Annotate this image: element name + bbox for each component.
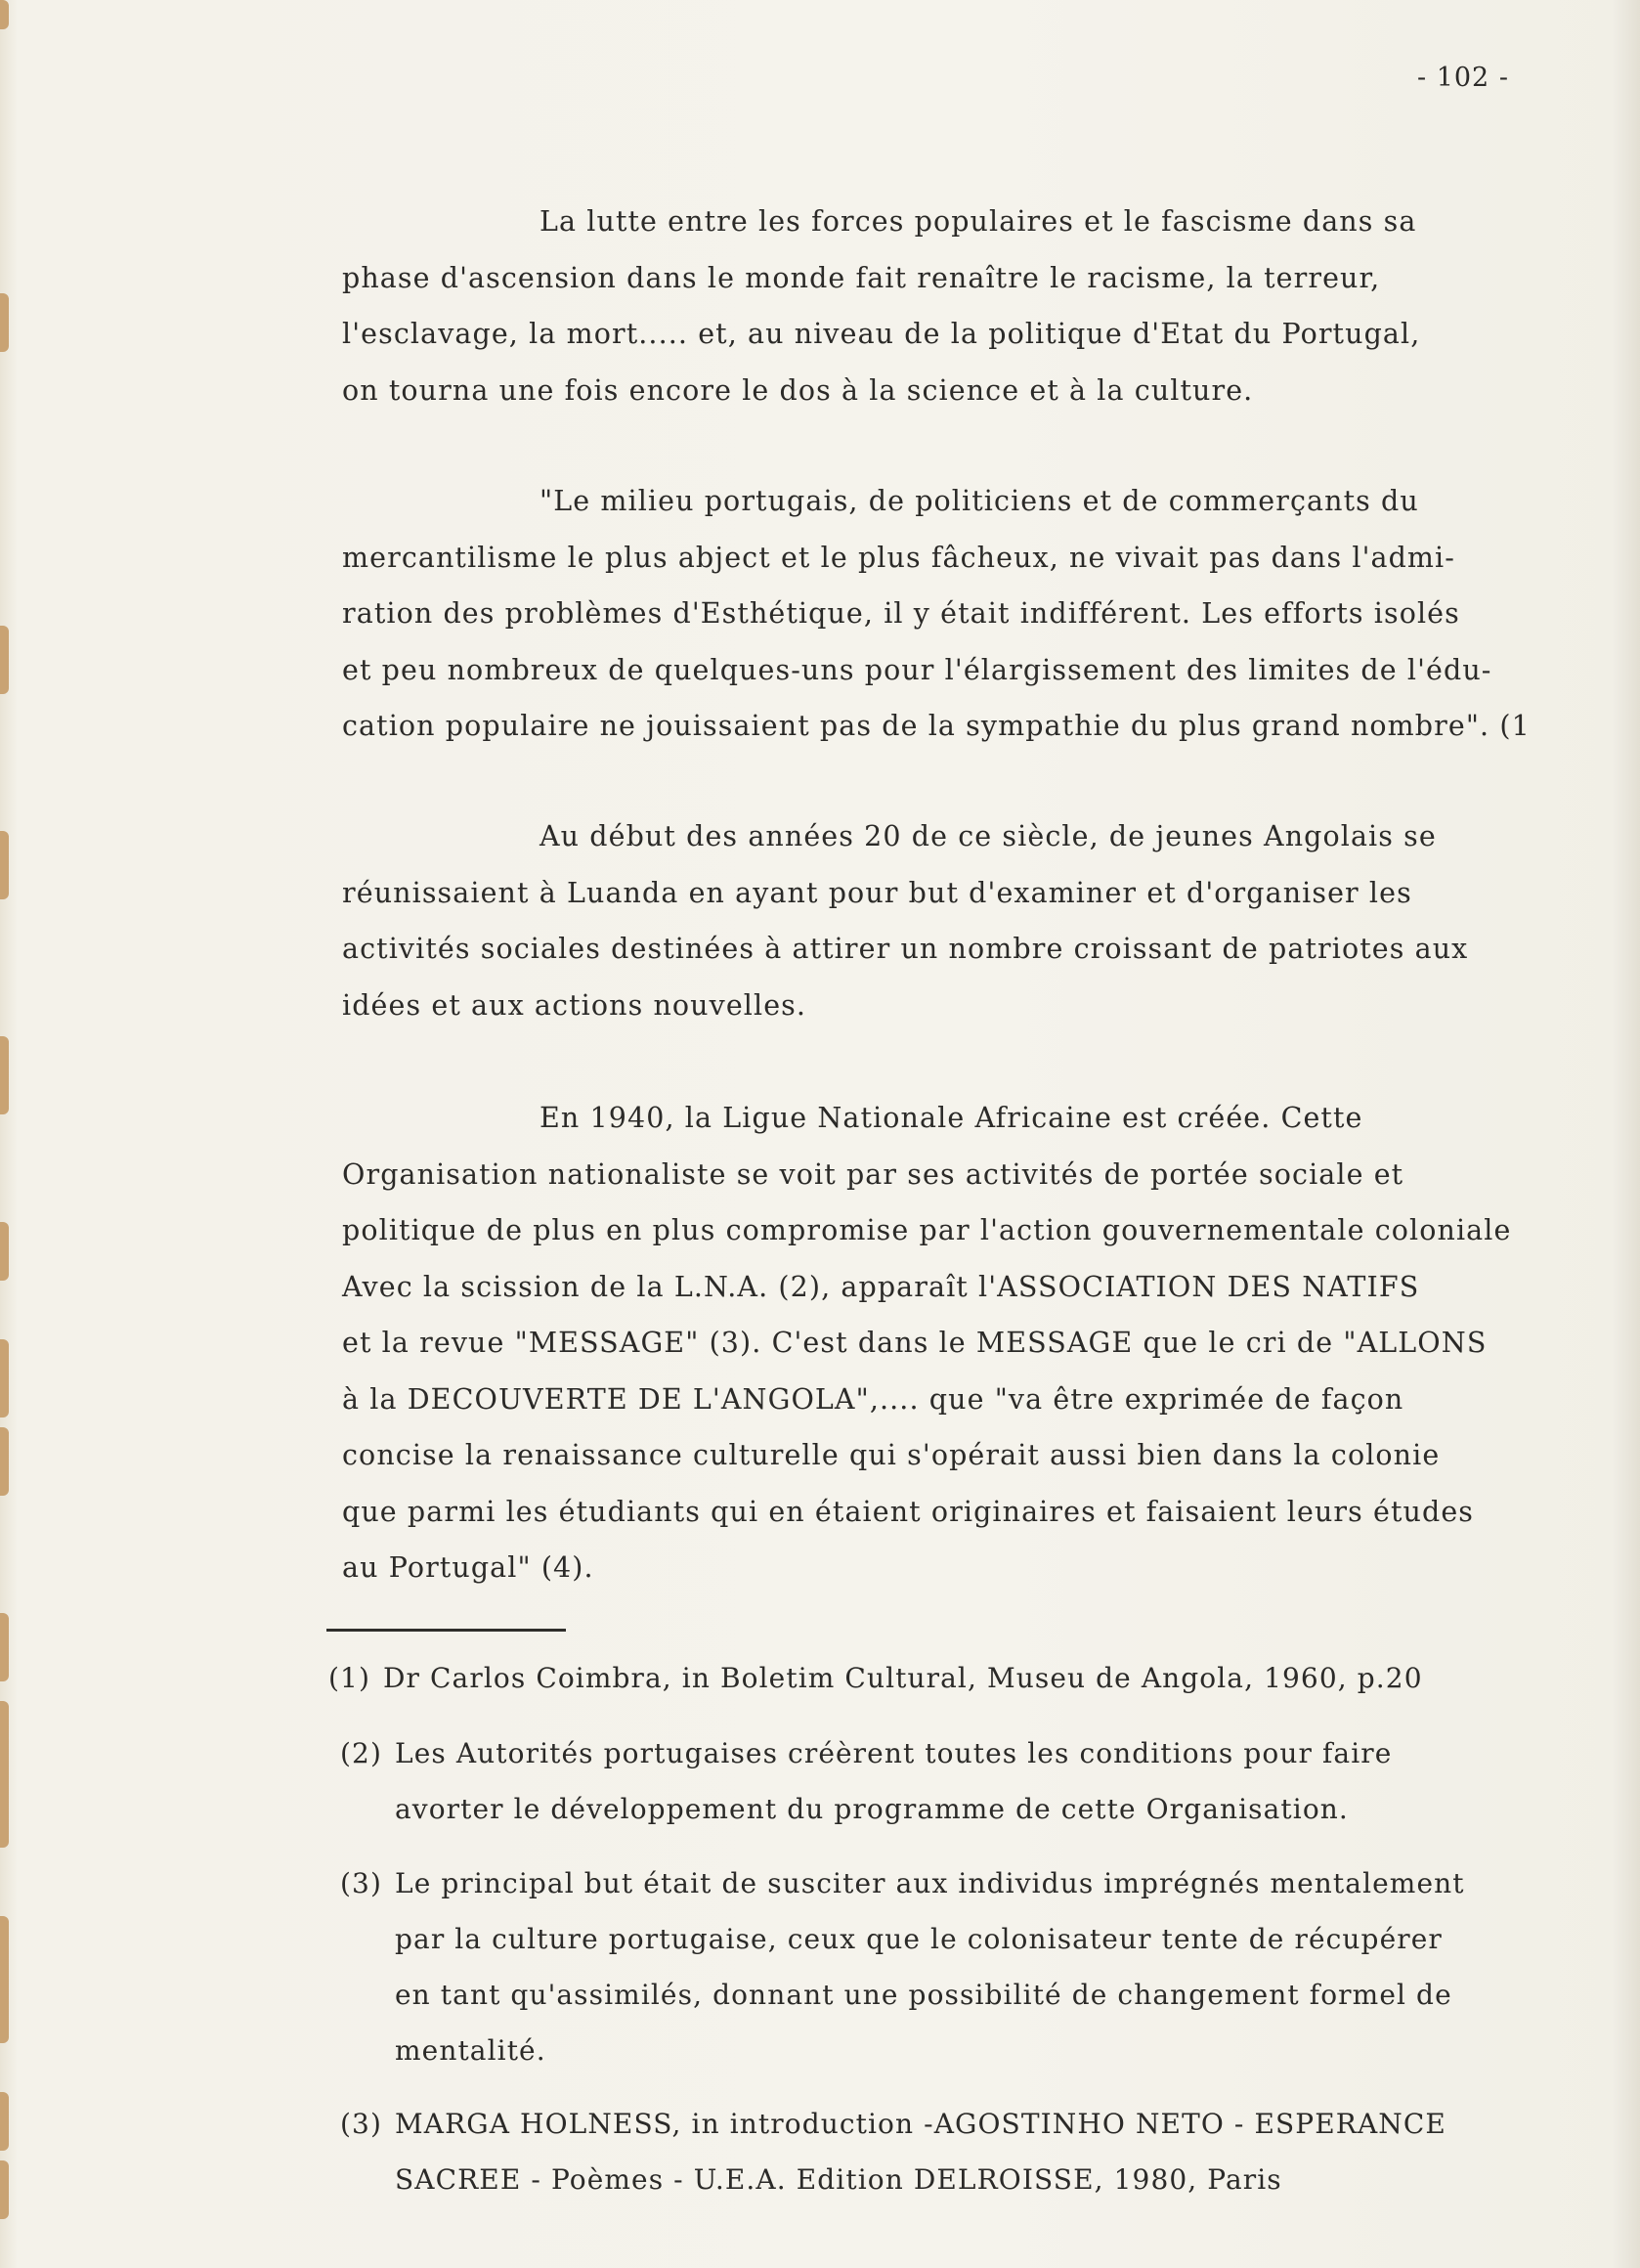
footnote-line: par la culture portugaise, ceux que le colonisateur tente de récupérer [395,1923,1443,1955]
paragraph-line: réunissaient à Luanda en ayant pour but d'examiner et d'organiser les [342,876,1412,909]
paragraph-line: Au début des années 20 de ce siècle, de jeunes Angolais se [539,820,1437,852]
paragraph-line: au Portugal" (4). [342,1551,594,1584]
paragraph-1 [342,194,1613,418]
page-edge-shadow [1613,0,1640,2268]
footnote-line: en tant qu'assimilés, donnant une possibilité de changement formel de [395,1979,1452,2011]
footnote-line: mentalité. [395,2034,546,2067]
binding-strip [0,0,14,2268]
paragraph-line: et la revue "MESSAGE" (3). C'est dans le MESSAGE que le cri de "ALLONS [342,1327,1488,1359]
paragraph-4 [342,1090,1613,1596]
footnote-line: MARGA HOLNESS, in introduction -AGOSTINHO NETO - ESPERANCE [395,2108,1446,2140]
footnote-line: avorter le développement du programme de cette Organisation. [395,1793,1349,1825]
paragraph-line: mercantilisme le plus abject et le plus fâcheux, ne vivait pas dans l'admi- [342,541,1456,574]
paragraph-line: En 1940, la Ligue Nationale Africaine est créée. Cette [539,1102,1363,1134]
footnote-line: Les Autorités portugaises créèrent toutes les conditions pour faire [395,1737,1393,1769]
footnote-2 [340,1725,1392,1837]
paragraph-line: activités sociales destinées à attirer un nombre croissant de patriotes aux [342,933,1469,965]
footnote-marker: (2) [340,1737,382,1769]
paragraph-line: et peu nombreux de quelques-uns pour l'élargissement des limites de l'édu- [342,653,1492,686]
paragraph-line: que parmi les étudiants qui en étaient originaires et faisaient leurs études [342,1495,1475,1528]
footnote-marker: (3) [340,2108,382,2140]
paragraph-line: on tourna une fois encore le dos à la science et à la culture. [342,373,1254,407]
footnote-4 [340,2096,1446,2207]
footnote-separator [326,1629,566,1632]
paragraph-3 [342,808,1613,1033]
paragraph-line: cation populaire ne jouissaient pas de la sympathie du plus grand nombre". (1 [342,710,1531,742]
paragraph-line: l'esclavage, la mort..... et, au niveau de la politique d'Etat du Portugal, [342,318,1421,350]
footnote-line: Dr Carlos Coimbra, in Boletim Cultural, Museu de Angola, 1960, p.20 [383,1662,1423,1694]
paragraph-line: politique de plus en plus compromise par l'action gouvernementale coloniale [342,1214,1512,1246]
page-number: - 102 - [1417,63,1509,93]
paragraph-line: à la DECOUVERTE DE L'ANGOLA",.... que "va être exprimée de façon [342,1382,1404,1416]
paragraph-2-quotation [342,473,1613,755]
paragraph-line: Avec la scission de la L.N.A. (2), apparaît l'ASSOCIATION DES NATIFS [342,1270,1420,1303]
paragraph-line: ration des problèmes d'Esthétique, il y était indifférent. Les efforts isolés [342,597,1460,630]
paragraph-line: phase d'ascension dans le monde fait renaître le racisme, la terreur, [342,261,1381,294]
paragraph-line: Organisation nationaliste se voit par ses activités de portée sociale et [342,1157,1404,1191]
paragraph-line: concise la renaissance culturelle qui s'opérait aussi bien dans la colonie [342,1439,1441,1471]
paragraph-line: idées et aux actions nouvelles. [342,988,807,1022]
footnote-line: SACREE - Poèmes - U.E.A. Edition DELROISSE, 1980, Paris [395,2163,1282,2196]
footnote-marker: (1) [328,1662,370,1694]
footnote-marker: (3) [340,1867,382,1899]
footnote-3 [340,1855,1465,2078]
paragraph-line: La lutte entre les forces populaires et le fascisme dans sa [539,205,1417,238]
footnote-1 [328,1650,1423,1706]
paragraph-line: "Le milieu portugais, de politiciens et de commerçants du [539,485,1419,517]
footnote-line: Le principal but était de susciter aux individus imprégnés mentalement [395,1867,1465,1899]
